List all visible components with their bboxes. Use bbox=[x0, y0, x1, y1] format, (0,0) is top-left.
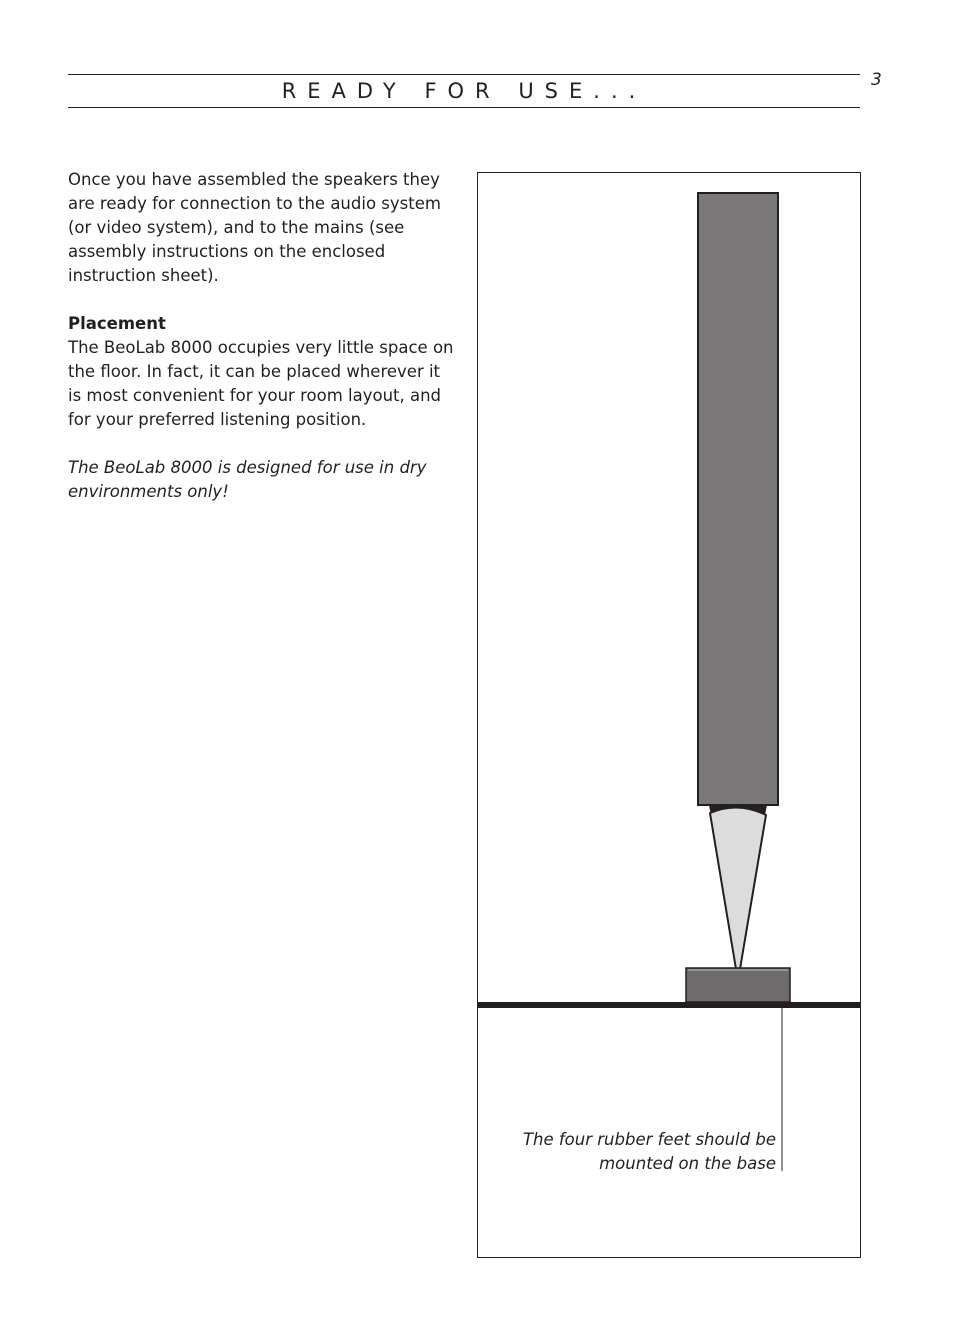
speaker-cone-stand bbox=[710, 807, 766, 969]
header-rule-bottom bbox=[68, 107, 860, 108]
header-rule-top bbox=[68, 74, 860, 75]
floor-line bbox=[478, 1002, 860, 1008]
body-text-column bbox=[68, 168, 458, 528]
placement-paragraph: The BeoLab 8000 occupies very little space on the floor. In fact, it can be placed wherever it is most convenient for your room layout, and for your preferred listening position. bbox=[68, 338, 454, 429]
speaker-illustration-frame bbox=[477, 172, 861, 1258]
placement-heading: Placement bbox=[68, 314, 166, 333]
figure-caption: The four rubber feet should be mounted on the base bbox=[522, 1130, 776, 1173]
speaker-base bbox=[686, 968, 790, 1002]
page-number: 3 bbox=[871, 70, 882, 90]
intro-paragraph: Once you have assembled the speakers they are ready for connection to the audio system (or video system), and to the mains (see assembly instructions on the enclosed instruction sheet). bbox=[68, 170, 441, 285]
page-title: READY FOR USE... bbox=[281, 79, 647, 103]
speaker-column bbox=[698, 193, 778, 805]
speaker-illustration bbox=[478, 173, 860, 1257]
placement-section bbox=[68, 312, 458, 432]
dry-environment-note: The BeoLab 8000 is designed for use in dry environments only! bbox=[68, 458, 427, 501]
